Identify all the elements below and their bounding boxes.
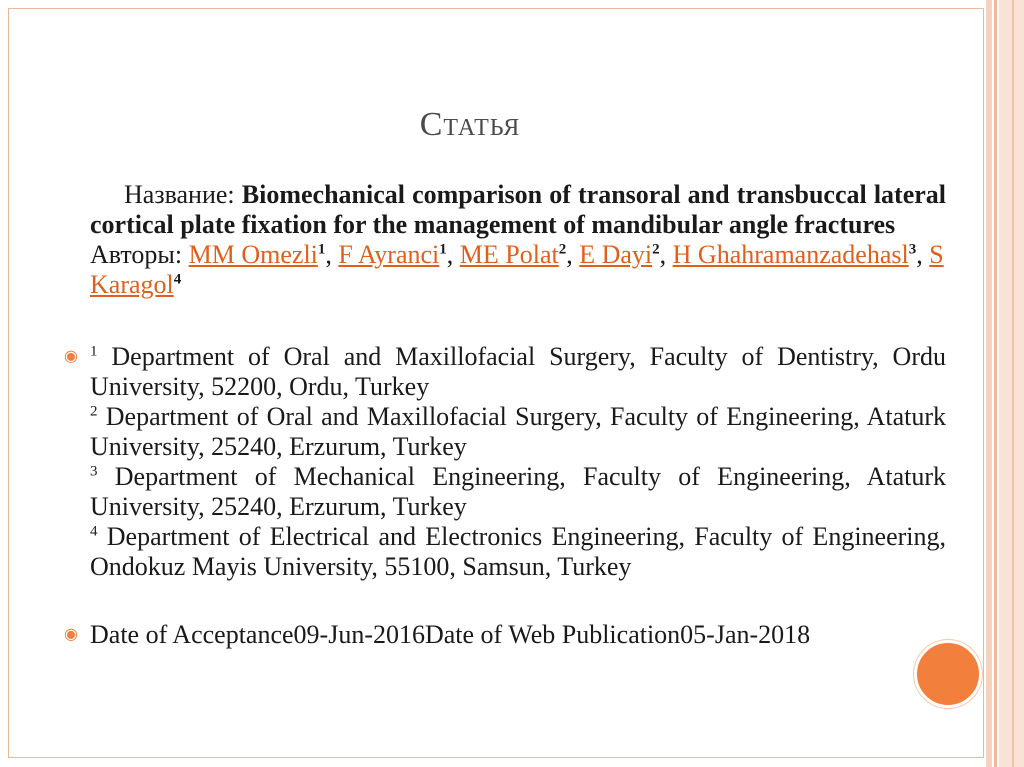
ring-bullet-icon: ◉ [64,626,78,643]
affiliation-item [90,462,946,522]
name-label: Название: [124,180,242,209]
decor-stripe [1012,0,1014,767]
affiliation-text: Department of Mechanical Engineering, Faculty of Engineering, Ataturk University, 25240, Erzurum, Turkey [90,462,947,521]
affiliation-item [90,402,946,462]
author-sup: 3 [908,241,917,258]
affiliation-sup: 4 [90,523,98,540]
authors-label: Авторы: [90,240,189,269]
author-link[interactable]: S Karagol [90,240,944,299]
author-link[interactable]: ME Polat [459,240,559,269]
slide-title: Статья [419,106,521,143]
author-link[interactable]: F Ayranci [338,240,440,269]
article-title: Biomechanical comparison of transoral and transbuccal lateral cortical plate fixation for the management of mandibular angle fractures [90,180,947,239]
affiliation-sup: 3 [90,463,98,480]
author-link[interactable]: E Dayi [579,240,653,269]
affiliation-item [90,522,946,582]
article-info [90,180,946,300]
author-sup: 4 [173,271,182,288]
decor-stripe [986,0,992,767]
author-link[interactable]: MM Omezli [188,240,318,269]
affiliation-text: Department of Oral and Maxillofacial Surgery, Faculty of Engineering, Ataturk University, 25240, Erzurum, Turkey [90,402,946,461]
author-sup: 1 [439,241,447,258]
decor-circle [914,640,982,708]
author-sup: 2 [558,241,567,258]
affiliation-item [90,342,946,402]
author-link[interactable]: H Ghahramanzadehasl [672,240,909,269]
decor-stripe [994,0,997,767]
author-sup: 1 [317,241,326,258]
affiliation-text: Department of Oral and Maxillofacial Surgery, Faculty of Dentistry, Ordu University, 52200, Ordu, Turkey [90,342,946,401]
authors-line: Авторы: MM Omezli$^1$, F Ayranci$^1$, ME Polat$^2$, E Dayi$^2$, H Ghahramanzadehasl$^3$, S Karagol$^4$ [90,240,944,299]
publication-dates: Date of Acceptance09-Jun-2016Date of Web Publication05-Jan-2018 [90,620,811,649]
affiliation-sup: 2 [90,403,98,420]
ring-bullet-icon: ◉ [64,348,78,365]
affiliation-text: Department of Electrical and Electronics Engineering, Faculty of Engineering, Ondokuz Mayis University, 55100, Samsun, Turkey [90,522,946,581]
author-sup: 2 [652,241,660,258]
article-name [90,180,946,240]
affiliations [90,342,946,582]
affiliation-sup: 1 [90,343,98,360]
